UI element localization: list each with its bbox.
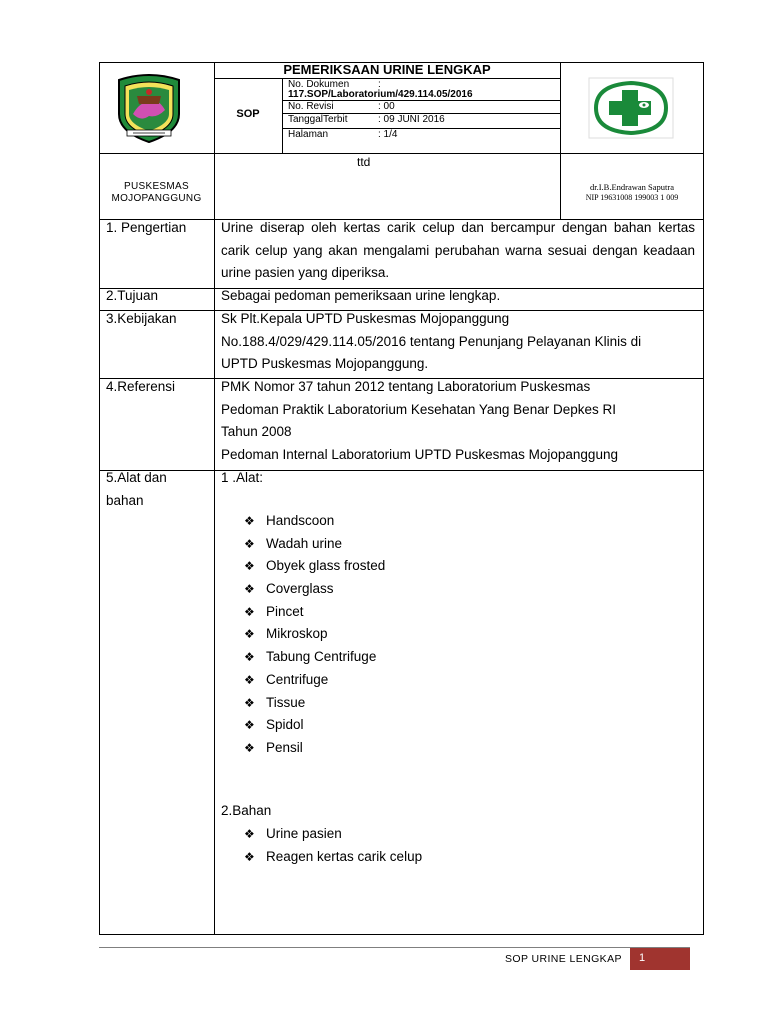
section-referensi-line2: Pedoman Praktik Laboratorium Kesehatan Yang Benar Depkes RI xyxy=(221,402,616,417)
list-item: ❖ Mikroskop xyxy=(244,623,385,646)
list-item: ❖ Tissue xyxy=(244,692,385,715)
bahan-heading: 2.Bahan xyxy=(221,803,272,818)
puskesmas-cross-logo xyxy=(588,77,674,139)
diamond-bullet-icon: ❖ xyxy=(244,695,255,710)
sop-label: SOP xyxy=(236,108,260,120)
alat-heading: 1 .Alat: xyxy=(221,470,264,485)
diamond-bullet-icon: ❖ xyxy=(244,672,255,687)
list-item: ❖ Pincet xyxy=(244,601,385,624)
diamond-bullet-icon: ❖ xyxy=(244,604,255,619)
issued-date-label: TanggalTerbit xyxy=(288,114,348,125)
diamond-bullet-icon: ❖ xyxy=(244,849,255,864)
org-name-line1: PUSKESMAS xyxy=(124,181,189,192)
list-item: ❖ Centrifuge xyxy=(244,669,385,692)
diamond-bullet-icon: ❖ xyxy=(244,650,255,665)
signer-name: dr.I.B.Endrawan Saputra xyxy=(589,182,675,192)
signature-text: ttd xyxy=(357,155,371,169)
diamond-bullet-icon: ❖ xyxy=(244,514,255,528)
bahan-list xyxy=(244,823,422,868)
list-item: ❖ Urine pasien xyxy=(244,823,422,846)
list-item: ❖ Pensil xyxy=(244,737,385,760)
footer-divider xyxy=(99,947,690,948)
alat-list xyxy=(244,510,385,760)
footer-page-badge xyxy=(630,948,690,970)
list-item: ❖ Wadah urine xyxy=(244,533,385,556)
list-item: ❖ Handscoon xyxy=(244,510,385,533)
list-item: ❖ Spidol xyxy=(244,714,385,737)
page-label: Halaman xyxy=(288,129,329,140)
list-item: ❖ Reagen kertas carik celup xyxy=(244,846,422,869)
doc-number-value: 117.SOP/Laboratorium/429.114.05/2016 xyxy=(288,89,473,100)
signer-nip: NIP 19631008 199003 1 009 xyxy=(585,193,679,202)
list-item: ❖ Tabung Centrifuge xyxy=(244,646,385,669)
section-tujuan-text: Sebagai pedoman pemeriksaan urine lengkap. xyxy=(221,288,501,303)
section-alat-label-line1: 5.Alat dan xyxy=(106,470,167,485)
section-kebijakan-line3: UPTD Puskesmas Mojopanggung. xyxy=(221,356,429,371)
diamond-bullet-icon: ❖ xyxy=(244,718,255,733)
issued-date-value: : 09 JUNI 2016 xyxy=(378,114,445,125)
revision-value: : 00 xyxy=(378,101,395,112)
diamond-bullet-icon: ❖ xyxy=(244,627,255,642)
diamond-bullet-icon: ❖ xyxy=(244,740,255,755)
section-kebijakan-label: 3.Kebijakan xyxy=(106,311,177,326)
doc-number-label: No. Dokumen xyxy=(288,79,350,90)
section-referensi-line1: PMK Nomor 37 tahun 2012 tentang Laboratorium Puskesmas xyxy=(221,379,591,394)
page-value: : 1/4 xyxy=(378,129,398,140)
org-name-line2: MOJOPANGGUNG xyxy=(111,193,202,204)
section-alat-label-line2: bahan xyxy=(106,493,144,508)
regional-crest-logo xyxy=(113,74,185,144)
section-kebijakan-line1: Sk Plt.Kepala UPTD Puskesmas Mojopanggung xyxy=(221,311,510,326)
document-title: PEMERIKSAAN URINE LENGKAP xyxy=(283,62,491,77)
diamond-bullet-icon: ❖ xyxy=(244,536,255,551)
footer-page-number: 1 xyxy=(639,952,646,964)
section-referensi-label: 4.Referensi xyxy=(106,379,176,394)
section-tujuan-label: 2.Tujuan xyxy=(106,288,159,303)
diamond-bullet-icon: ❖ xyxy=(244,827,255,841)
doc-number-colon: : xyxy=(378,79,381,90)
list-item: ❖ Coverglass xyxy=(244,578,385,601)
list-item: ❖ Obyek glass frosted xyxy=(244,555,385,578)
section-referensi-line4: Pedoman Internal Laboratorium UPTD Puskesmas Mojopanggung xyxy=(221,447,618,462)
section-kebijakan-line2: No.188.4/029/429.114.05/2016 tentang Penunjang Pelayanan Klinis di xyxy=(221,334,642,349)
diamond-bullet-icon: ❖ xyxy=(244,559,255,574)
section-pengertian-label: 1. Pengertian xyxy=(106,220,187,235)
revision-label: No. Revisi xyxy=(288,101,334,112)
section-pengertian-text: Urine diserap oleh kertas carik celup dan bercampur dengan bahan kertas carik celup yang akan mengalami perubahan warna sesuai dengan keadaan urine pasien yang diperiksa. xyxy=(221,220,695,281)
footer-label: SOP URINE LENGKAP xyxy=(505,953,622,965)
section-referensi-line3: Tahun 2008 xyxy=(221,424,292,439)
diamond-bullet-icon: ❖ xyxy=(244,582,255,597)
